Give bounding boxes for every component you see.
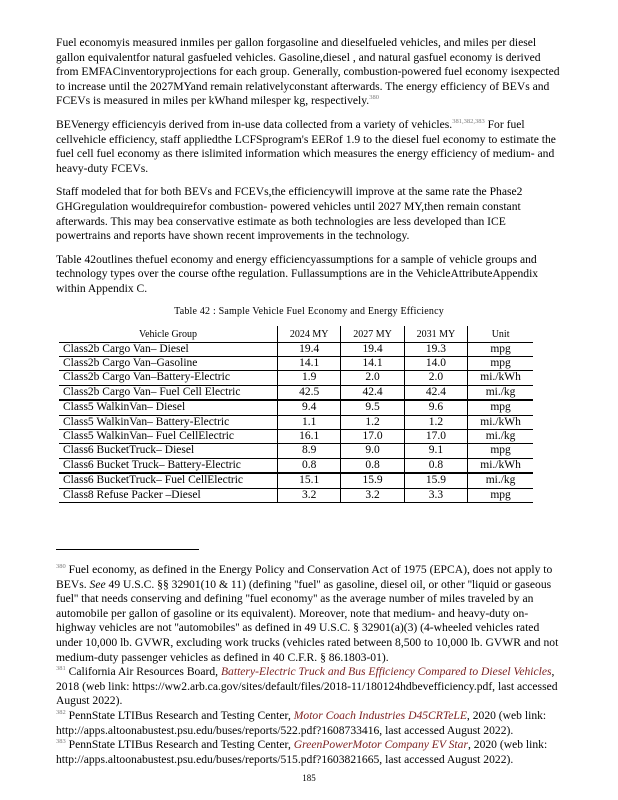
cell-2024: 15.1	[278, 473, 341, 488]
footnote-382: $^{382}$ PennState LTIBus Research and Testing Center, Motor Coach Industries D45CRTeLE, 2020 (web link: http://apps.altoonabustest.psu.edu/buses/reports/522.pdf?1608733416, last accessed August 2022).	[56, 708, 547, 737]
cell-2027: 15.9	[341, 473, 404, 488]
footnote-383-title-link[interactable]: GreenPowerMotor Company EV Star	[293, 738, 468, 752]
cell-unit: mi./kWh	[468, 371, 533, 385]
footnote-380: $^{380}$ Fuel economy, as defined in the Energy Policy and Conservation Act of 1975 (EPCA), does not apply to BEVs. See 49 U.S.C. §§ 32901(10 & 11) (defining ''fuel'' as gasoline, diesel oil, or other ''liquid or gaseous fuel'' that needs conserving and defining ''fuel economy'' as the average number of miles traveled by an automobile per gallon of gasoline or its equivalent). Moreover, note that medium- and heavy-duty on-highway vehicles are not ''automobiles'' as defined in 49 U.S.C. § 32901(a)(3) (4-wheeled vehicles rated under 10,000 lb. GVWR, excluding work trucks (vehicles rated between 8,500 to 10,000 lb. GVWR and not medium-duty passenger vehicles as defined in 40 C.F.R. § 86.1803-01).	[56, 563, 559, 664]
paragraph-staff-modeled: Staff modeled that for both BEVs and FCEVs,the efficiencywill improve at the same rate the Phase2 GHGregulation wouldrequirefor combustion- powered vehicles until 2027 MY,then remain constant afterwards. This may bea conservative estimate as both technologies are less developed than ICE powertrains and reports have shown recent improvements in the technology.	[56, 185, 523, 243]
table-caption: Table 42 : Sample Vehicle Fuel Economy and Energy Efficiency	[174, 305, 444, 317]
cell-unit: mi./kWh	[468, 415, 533, 429]
cell-unit: mpg	[468, 342, 533, 356]
paragraph-fuel-economy: Fuel economyis measured inmiles per gallon forgasoline and dieselfueled vehicles, and miles per diesel gallon equivalentfor natural gasfueled vehicles. Gasoline,diesel , and natural gasfuel economy is derived from EMFACinventoryprojections for each group. Generally, combustion-powered fuel economy isexpected to increase until the 2027MYand remain relativelyconstant afterwards. The energy efficiency of BEVs and FCEVs is measured in miles per kWhand milesper kg, respectively.$^{380}$	[56, 36, 560, 108]
table-row	[59, 458, 533, 473]
cell-2027: 1.2	[341, 415, 404, 429]
footnote-383: $^{383}$ PennState LTIBus Research and Testing Center, GreenPowerMotor Company EV Star, 2020 (web link: http://apps.altoonabustest.psu.edu/buses/reports/515.pdf?1603821665, last accessed August 2022).	[56, 738, 548, 766]
cell-vehicle-group: Class2b Cargo Van– Fuel Cell Electric	[59, 385, 278, 400]
cell-vehicle-group: Class5 WalkinVan– Fuel CellElectric	[59, 429, 278, 443]
header-2024-my: 2024 MY	[278, 326, 341, 343]
cell-2024: 1.1	[278, 415, 341, 429]
cell-2027: 9.0	[341, 444, 404, 458]
page-number: 185	[302, 773, 316, 783]
cell-unit: mpg	[468, 356, 533, 370]
table-row	[59, 400, 533, 415]
cell-2027: 19.4	[341, 342, 404, 356]
cell-2031: 2.0	[404, 371, 467, 385]
cell-vehicle-group: Class6 BucketTruck– Diesel	[59, 444, 278, 458]
table-row	[59, 385, 533, 400]
paragraph-table-intro: Table 42outlines thefuel economy and energy efficiencyassumptions for a sample of vehicle groups and technology types over the course ofthe regulation. Fullassumptions are in the VehicleAttributeAppendix within Appendix C.	[56, 252, 539, 295]
cell-2024: 14.1	[278, 356, 341, 370]
cell-unit: mpg	[468, 444, 533, 458]
footnote-381: $^{381}$ California Air Resources Board, Battery-Electric Truck and Bus Efficiency Compared to Diesel Vehicles, 2018 (web link: https://ww2.arb.ca.gov/sites/default/files/2018-11/180124hdbevefficiency.pdf, last accessed August 2022).	[56, 665, 558, 708]
cell-2027: 9.5	[341, 400, 404, 415]
cell-vehicle-group: Class6 BucketTruck– Fuel CellElectric	[59, 473, 278, 488]
cell-2027: 17.0	[341, 429, 404, 443]
cell-2031: 14.0	[404, 356, 467, 370]
cell-2031: 15.9	[404, 473, 467, 488]
footnote-divider	[56, 549, 199, 550]
paragraph-bev-efficiency: BEVenergy efficiencyis derived from in-use data collected from a variety of vehicles.$^{381,382,383}$ For fuel cellvehicle efficiency, staff appliedthe LCFSprogram's EERof 1.9 to the diesel fuel economy to estimate the fuel cell fuel economy as there islimited information which measures the energy efficiency of medium- and heavy-duty FCEVs.	[56, 117, 556, 175]
cell-unit: mi./kg	[468, 385, 533, 400]
cell-2031: 0.8	[404, 458, 467, 473]
fuel-economy-table	[59, 326, 533, 503]
header-2031-my: 2031 MY	[404, 326, 467, 343]
cell-vehicle-group: Class5 WalkinVan– Diesel	[59, 400, 278, 415]
cell-vehicle-group: Class2b Cargo Van–Gasoline	[59, 356, 278, 370]
cell-2031: 17.0	[404, 429, 467, 443]
cell-2024: 1.9	[278, 371, 341, 385]
table-row	[59, 444, 533, 458]
cell-2027: 14.1	[341, 356, 404, 370]
table-row	[59, 473, 533, 488]
cell-vehicle-group: Class2b Cargo Van–Battery-Electric	[59, 371, 278, 385]
header-vehicle-group: Vehicle Group	[59, 326, 278, 343]
cell-unit: mi./kg	[468, 429, 533, 443]
cell-2031: 9.6	[404, 400, 467, 415]
cell-2024: 9.4	[278, 400, 341, 415]
footnote-382-title-link[interactable]: Motor Coach Industries D45CRTeLE	[293, 708, 467, 722]
header-2027-my: 2027 MY	[341, 326, 404, 343]
cell-vehicle-group: Class8 Refuse Packer –Diesel	[59, 488, 278, 502]
cell-2024: 3.2	[278, 488, 341, 502]
table-row	[59, 371, 533, 385]
table-row	[59, 356, 533, 370]
table-row	[59, 488, 533, 502]
cell-2031: 1.2	[404, 415, 467, 429]
cell-2024: 42.5	[278, 385, 341, 400]
footnote-381-title-link[interactable]: Battery-Electric Truck and Bus Efficiency Compared to Diesel Vehicles	[220, 665, 552, 679]
cell-2024: 19.4	[278, 342, 341, 356]
cell-vehicle-group: Class2b Cargo Van– Diesel	[59, 342, 278, 356]
cell-2031: 3.3	[404, 488, 467, 502]
cell-2024: 0.8	[278, 458, 341, 473]
main-body	[56, 36, 562, 503]
cell-vehicle-group: Class5 WalkinVan– Battery-Electric	[59, 415, 278, 429]
cell-2027: 3.2	[341, 488, 404, 502]
cell-2024: 16.1	[278, 429, 341, 443]
table-header-row	[59, 326, 533, 343]
footnote-refs-381-383[interactable]: 381,382,383	[452, 118, 485, 126]
table-row	[59, 342, 533, 356]
cell-2027: 2.0	[341, 371, 404, 385]
header-unit: Unit	[468, 326, 533, 343]
cell-2027: 0.8	[341, 458, 404, 473]
cell-unit: mpg	[468, 488, 533, 502]
cell-unit: mpg	[468, 400, 533, 415]
cell-2024: 8.9	[278, 444, 341, 458]
table-row	[59, 429, 533, 443]
cell-vehicle-group: Class6 Bucket Truck– Battery-Electric	[59, 458, 278, 473]
cell-2031: 19.3	[404, 342, 467, 356]
cell-unit: mi./kg	[468, 473, 533, 488]
cell-2031: 9.1	[404, 444, 467, 458]
footnotes	[56, 563, 562, 767]
cell-2031: 42.4	[404, 385, 467, 400]
cell-unit: mi./kWh	[468, 458, 533, 473]
footnote-ref-380[interactable]: 380	[369, 94, 379, 102]
cell-2027: 42.4	[341, 385, 404, 400]
table-row	[59, 415, 533, 429]
